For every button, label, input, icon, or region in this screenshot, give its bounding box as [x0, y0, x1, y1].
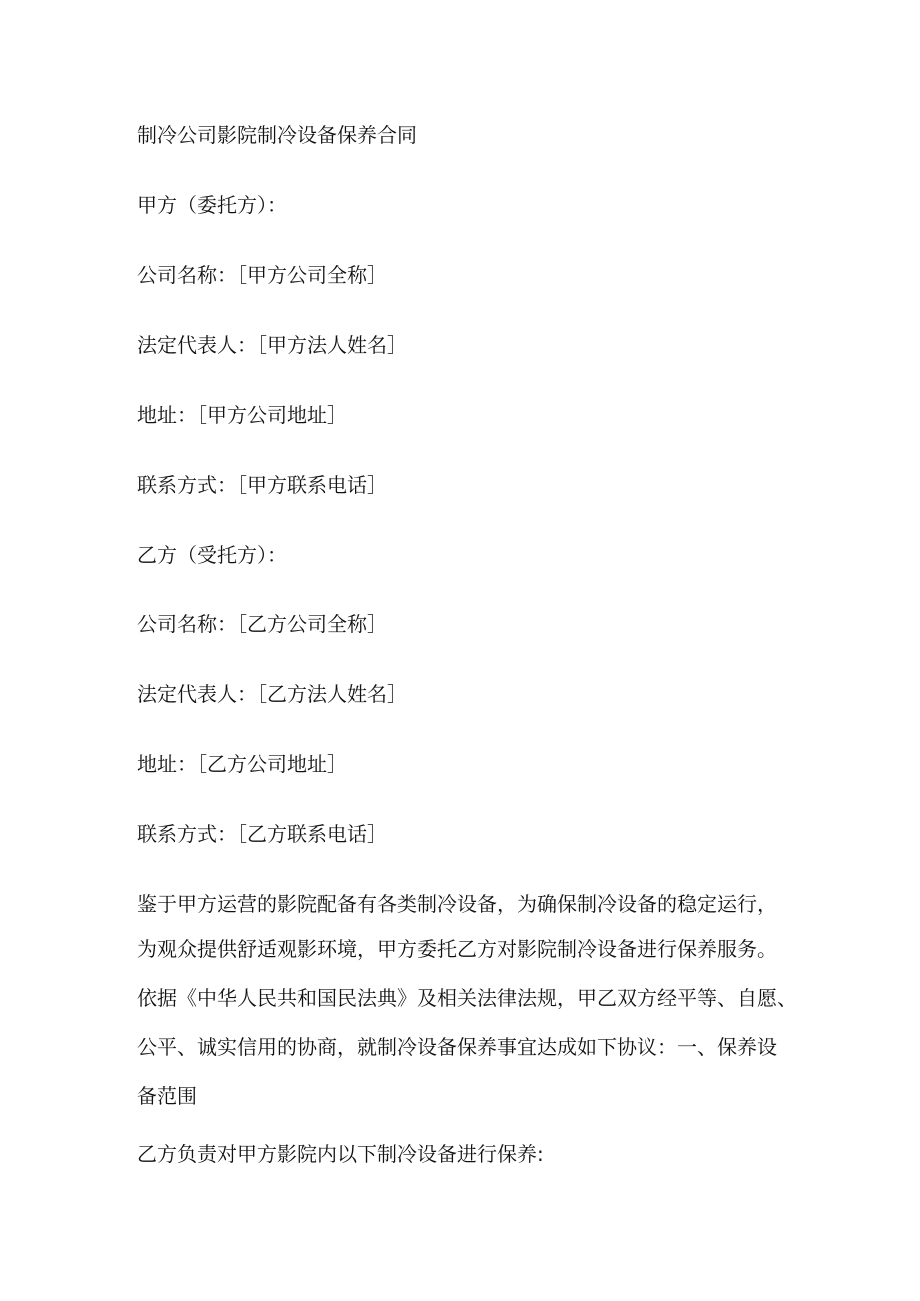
party-a-legal-rep: 法定代表人：［甲方法人姓名］	[137, 333, 407, 357]
scope-intro: 乙方负责对甲方影院内以下制冷设备进行保养:	[137, 1142, 544, 1166]
document-title: 制冷公司影院制冷设备保养合同	[137, 123, 417, 147]
party-a-company: 公司名称：［甲方公司全称］	[137, 263, 387, 287]
preamble-line-5: 备范围	[137, 1084, 197, 1108]
party-b-heading: 乙方（受托方）：	[137, 543, 287, 567]
preamble-line-1: 鉴于甲方运营的影院配备有各类制冷设备，为确保制冷设备的稳定运行，	[137, 892, 777, 916]
preamble-line-2: 为观众提供舒适观影环境，甲方委托乙方对影院制冷设备进行保养服务。	[137, 937, 777, 961]
party-a-address: 地址：［甲方公司地址］	[137, 403, 347, 427]
party-a-heading: 甲方（委托方）：	[137, 193, 287, 217]
party-b-address: 地址：［乙方公司地址］	[137, 752, 347, 776]
party-b-contact: 联系方式：［乙方联系电话］	[137, 822, 387, 846]
party-a-contact: 联系方式：［甲方联系电话］	[137, 473, 387, 497]
party-b-legal-rep: 法定代表人：［乙方法人姓名］	[137, 682, 407, 706]
preamble-line-4: 公平、诚实信用的协商，就制冷设备保养事宜达成如下协议：一、保养设	[137, 1035, 777, 1059]
preamble-line-3: 依据《中华人民共和国民法典》及相关法律法规，甲乙双方经平等、自愿、	[137, 986, 797, 1010]
party-b-company: 公司名称：［乙方公司全称］	[137, 612, 387, 636]
